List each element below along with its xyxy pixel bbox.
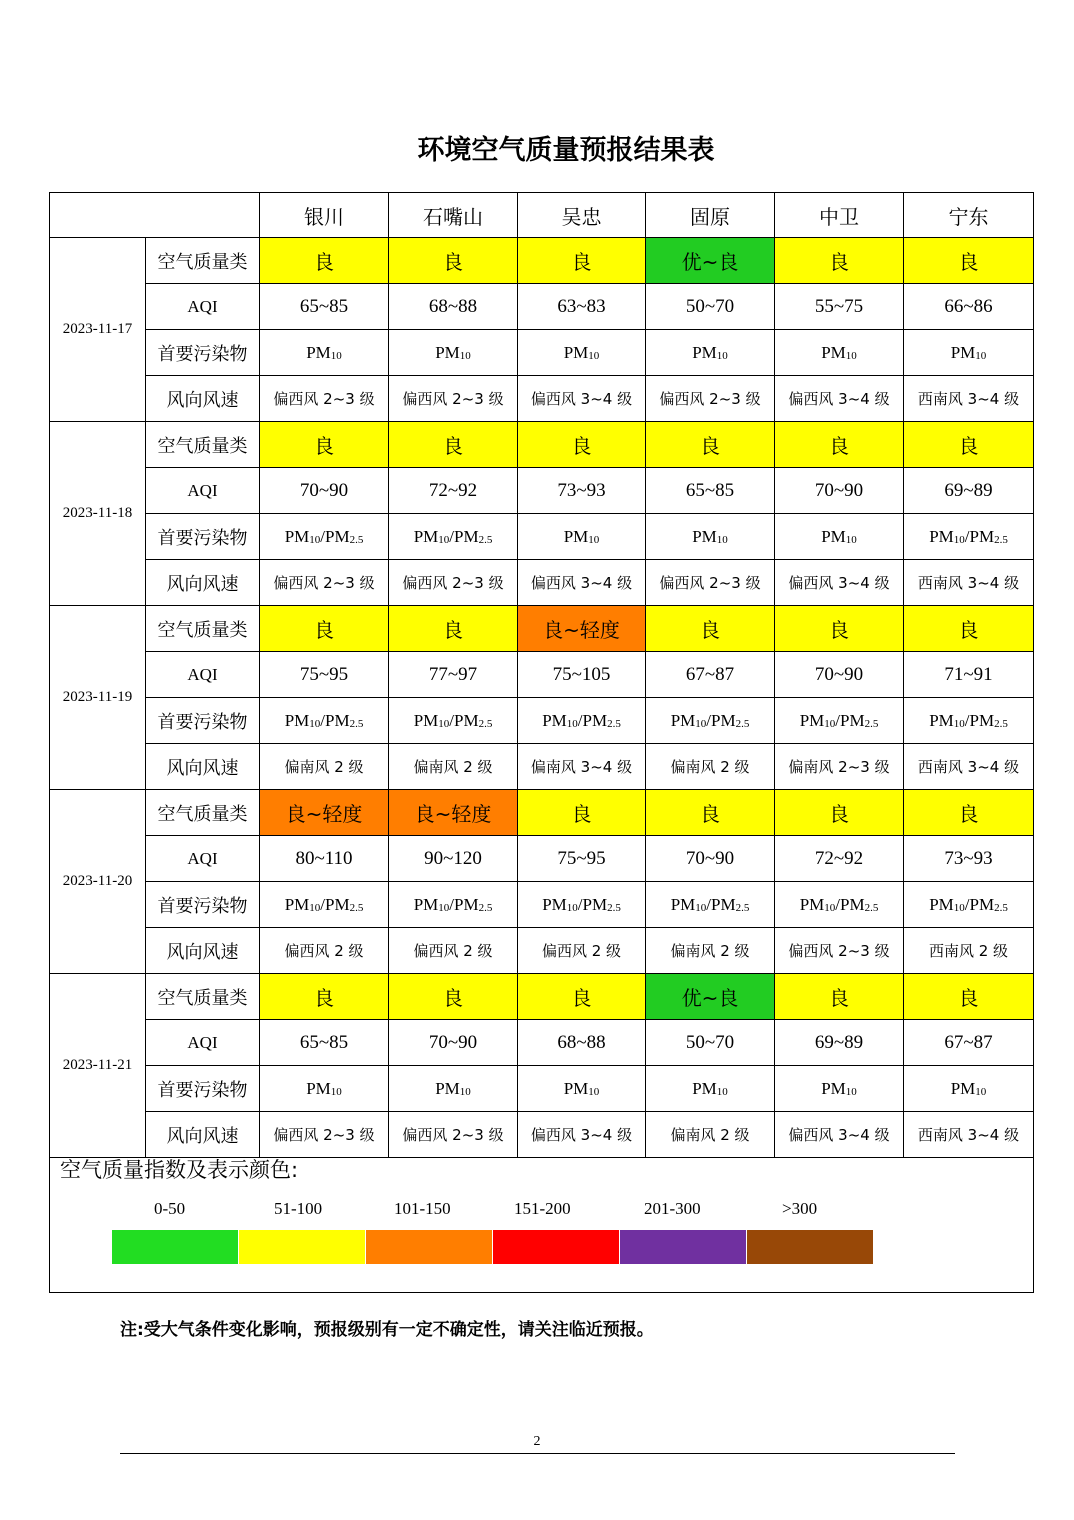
pollutant-name: PM xyxy=(542,894,567,914)
primary-pollutant xyxy=(389,1066,518,1112)
pollutant-subscript: 2.5 xyxy=(864,717,879,730)
legend-color-swatch xyxy=(112,1230,238,1264)
legend-color-swatch xyxy=(620,1230,746,1264)
air-quality-category: 良 xyxy=(518,790,646,836)
wind-forecast: 偏西风 2 级 xyxy=(518,928,646,974)
pollutant-subscript: 10 xyxy=(953,533,965,546)
air-quality-category: 良 xyxy=(775,422,904,468)
pollutant-name: /PM xyxy=(835,894,865,914)
pollutant-name: PM xyxy=(413,710,439,730)
primary-pollutant xyxy=(775,698,904,744)
pollutant-name: PM xyxy=(284,710,310,730)
city-header: 宁东 xyxy=(904,193,1034,238)
air-quality-category: 良 xyxy=(904,790,1034,836)
legend-title: 空气质量指数及表示颜色: xyxy=(60,1158,299,1182)
pollutant-subscript: 2.5 xyxy=(994,901,1008,914)
primary-pollutant xyxy=(775,514,904,560)
air-quality-category: 良 xyxy=(646,422,775,468)
forecast-table xyxy=(49,192,1034,1158)
wind-forecast: 偏西风 2~3 级 xyxy=(260,376,389,422)
pollutant-name: /PM xyxy=(577,894,608,914)
city-header: 银川 xyxy=(260,193,389,238)
pollutant-subscript: 10 xyxy=(566,901,578,914)
air-quality-category: 良 xyxy=(389,422,518,468)
pollutant-name: PM xyxy=(692,526,717,546)
aqi-value: 70~90 xyxy=(646,836,775,882)
table-row xyxy=(50,514,1034,560)
legend-range-label: 51-100 xyxy=(274,1199,323,1218)
table-row xyxy=(50,376,1034,422)
primary-pollutant xyxy=(389,882,518,928)
aqi-value: 77~97 xyxy=(389,652,518,698)
row-label-category: 空气质量类 xyxy=(146,606,260,652)
air-quality-category: 良 xyxy=(646,790,775,836)
aqi-value: 63~83 xyxy=(518,284,646,330)
table-row xyxy=(50,974,1034,1020)
primary-pollutant xyxy=(260,1066,389,1112)
row-label-pollutant: 首要污染物 xyxy=(146,882,260,928)
table-row xyxy=(50,284,1034,330)
aqi-value: 71~91 xyxy=(904,652,1034,698)
air-quality-category: 良~轻度 xyxy=(260,790,389,836)
pollutant-name: PM xyxy=(413,894,439,914)
wind-forecast: 偏西风 2 级 xyxy=(389,928,518,974)
aqi-value: 67~87 xyxy=(646,652,775,698)
aqi-value: 73~93 xyxy=(904,836,1034,882)
primary-pollutant xyxy=(904,882,1034,928)
date-cell: 2023-11-18 xyxy=(50,422,146,606)
pollutant-subscript: 10 xyxy=(438,717,450,730)
pollutant-name: PM xyxy=(284,526,310,546)
pollutant-subscript: 10 xyxy=(953,901,965,914)
primary-pollutant xyxy=(518,698,646,744)
pollutant-subscript: 2.5 xyxy=(994,533,1008,546)
primary-pollutant xyxy=(775,330,904,376)
pollutant-name: PM xyxy=(950,1078,976,1098)
pollutant-subscript: 2.5 xyxy=(349,901,364,914)
pollutant-subscript: 10 xyxy=(716,1085,728,1098)
pollutant-name: /PM xyxy=(320,526,350,546)
legend-range-label: 0-50 xyxy=(154,1199,186,1218)
air-quality-category: 优~良 xyxy=(646,238,775,284)
header-row xyxy=(50,193,1034,238)
pollutant-subscript: 2.5 xyxy=(607,901,621,914)
wind-forecast: 偏南风 2~3 级 xyxy=(775,744,904,790)
air-quality-category: 良 xyxy=(904,422,1034,468)
pollutant-subscript: 10 xyxy=(975,1085,987,1098)
pollutant-subscript: 10 xyxy=(716,533,728,546)
pollutant-name: /PM xyxy=(449,894,479,914)
pollutant-name: /PM xyxy=(835,710,865,730)
pollutant-name: PM xyxy=(670,710,696,730)
row-label-category: 空气质量类 xyxy=(146,238,260,284)
aqi-value: 68~88 xyxy=(389,284,518,330)
pollutant-name: PM xyxy=(542,710,567,730)
primary-pollutant xyxy=(646,514,775,560)
wind-forecast: 偏西风 3~4 级 xyxy=(775,1112,904,1158)
wind-forecast: 偏南风 3~4 级 xyxy=(518,744,646,790)
pollutant-subscript: 10 xyxy=(459,349,471,362)
table-row xyxy=(50,238,1034,284)
wind-forecast: 西南风 2 级 xyxy=(904,928,1034,974)
pollutant-name: PM xyxy=(563,1078,589,1098)
aqi-value: 68~88 xyxy=(518,1020,646,1066)
table-row xyxy=(50,1020,1034,1066)
primary-pollutant xyxy=(518,882,646,928)
air-quality-category: 良 xyxy=(260,606,389,652)
air-quality-category: 良 xyxy=(260,974,389,1020)
primary-pollutant xyxy=(260,882,389,928)
primary-pollutant xyxy=(518,1066,646,1112)
primary-pollutant xyxy=(260,698,389,744)
pollutant-name: PM xyxy=(821,1078,846,1098)
legend-color-swatch xyxy=(239,1230,365,1264)
air-quality-category: 良 xyxy=(389,974,518,1020)
row-label-category: 空气质量类 xyxy=(146,790,260,836)
pollutant-name: PM xyxy=(563,526,589,546)
wind-forecast: 偏西风 2~3 级 xyxy=(646,376,775,422)
table-row xyxy=(50,422,1034,468)
primary-pollutant xyxy=(389,514,518,560)
air-quality-category: 良 xyxy=(775,606,904,652)
row-label-pollutant: 首要污染物 xyxy=(146,698,260,744)
wind-forecast: 偏南风 2 级 xyxy=(646,1112,775,1158)
table-row xyxy=(50,744,1034,790)
row-label-aqi: AQI xyxy=(146,652,260,698)
pollutant-name: /PM xyxy=(964,710,995,730)
primary-pollutant xyxy=(646,1066,775,1112)
wind-forecast: 偏西风 2~3 级 xyxy=(260,1112,389,1158)
table-row xyxy=(50,882,1034,928)
legend-color-swatch xyxy=(366,1230,492,1264)
pollutant-subscript: 10 xyxy=(438,533,450,546)
legend-color-swatch xyxy=(747,1230,873,1264)
pollutant-subscript: 10 xyxy=(330,349,342,362)
pollutant-subscript: 10 xyxy=(953,717,965,730)
air-quality-category: 良 xyxy=(904,238,1034,284)
primary-pollutant xyxy=(904,698,1034,744)
air-quality-category: 良 xyxy=(904,974,1034,1020)
aqi-value: 65~85 xyxy=(646,468,775,514)
pollutant-name: PM xyxy=(799,710,825,730)
wind-forecast: 西南风 3~4 级 xyxy=(904,744,1034,790)
legend-range-label: 201-300 xyxy=(644,1199,701,1218)
pollutant-subscript: 10 xyxy=(330,1085,342,1098)
primary-pollutant xyxy=(646,882,775,928)
row-label-category: 空气质量类 xyxy=(146,974,260,1020)
pollutant-name: PM xyxy=(435,342,460,362)
primary-pollutant xyxy=(904,1066,1034,1112)
pollutant-name: /PM xyxy=(706,710,736,730)
pollutant-name: PM xyxy=(284,894,310,914)
aqi-value: 75~95 xyxy=(260,652,389,698)
aqi-value: 65~85 xyxy=(260,284,389,330)
aqi-value: 75~95 xyxy=(518,836,646,882)
footer-divider xyxy=(120,1453,955,1454)
row-label-aqi: AQI xyxy=(146,836,260,882)
air-quality-category: 良 xyxy=(646,606,775,652)
pollutant-subscript: 10 xyxy=(695,717,707,730)
air-quality-category: 良~轻度 xyxy=(518,606,646,652)
pollutant-subscript: 10 xyxy=(845,349,857,362)
pollutant-subscript: 10 xyxy=(845,533,857,546)
aqi-value: 90~120 xyxy=(389,836,518,882)
pollutant-name: /PM xyxy=(449,710,479,730)
date-cell: 2023-11-19 xyxy=(50,606,146,790)
row-label-aqi: AQI xyxy=(146,468,260,514)
pollutant-name: PM xyxy=(413,526,439,546)
table-row xyxy=(50,330,1034,376)
air-quality-category: 良 xyxy=(518,974,646,1020)
pollutant-subscript: 10 xyxy=(309,901,321,914)
pollutant-subscript: 2.5 xyxy=(478,901,493,914)
pollutant-subscript: 2.5 xyxy=(349,533,364,546)
city-header: 石嘴山 xyxy=(389,193,518,238)
air-quality-category: 良 xyxy=(904,606,1034,652)
primary-pollutant xyxy=(904,330,1034,376)
legend-range-label: >300 xyxy=(782,1199,818,1218)
pollutant-name: PM xyxy=(929,894,954,914)
pollutant-name: PM xyxy=(306,1078,331,1098)
pollutant-name: PM xyxy=(306,342,331,362)
aqi-value: 70~90 xyxy=(260,468,389,514)
primary-pollutant xyxy=(904,514,1034,560)
pollutant-subscript: 10 xyxy=(588,533,600,546)
pollutant-subscript: 2.5 xyxy=(864,901,879,914)
pollutant-name: PM xyxy=(692,1078,717,1098)
pollutant-name: PM xyxy=(799,894,825,914)
pollutant-name: /PM xyxy=(320,894,350,914)
aqi-value: 72~92 xyxy=(389,468,518,514)
wind-forecast: 偏西风 3~4 级 xyxy=(518,560,646,606)
pollutant-subscript: 2.5 xyxy=(735,901,750,914)
pollutant-subscript: 10 xyxy=(975,349,987,362)
date-cell: 2023-11-20 xyxy=(50,790,146,974)
air-quality-category: 良 xyxy=(260,238,389,284)
pollutant-name: /PM xyxy=(964,894,995,914)
pollutant-subscript: 2.5 xyxy=(607,717,621,730)
wind-forecast: 偏南风 2 级 xyxy=(646,744,775,790)
table-row xyxy=(50,468,1034,514)
pollutant-subscript: 10 xyxy=(309,533,321,546)
primary-pollutant xyxy=(646,698,775,744)
wind-forecast: 偏西风 3~4 级 xyxy=(775,560,904,606)
wind-forecast: 偏西风 2 级 xyxy=(260,928,389,974)
pollutant-subscript: 10 xyxy=(695,901,707,914)
pollutant-subscript: 10 xyxy=(588,1085,600,1098)
pollutant-subscript: 2.5 xyxy=(735,717,750,730)
corner-cell xyxy=(50,193,260,238)
wind-forecast: 西南风 3~4 级 xyxy=(904,1112,1034,1158)
pollutant-subscript: 2.5 xyxy=(994,717,1008,730)
legend-range-label: 151-200 xyxy=(514,1199,571,1218)
pollutant-name: PM xyxy=(435,1078,460,1098)
wind-forecast: 偏西风 2~3 级 xyxy=(646,560,775,606)
pollutant-subscript: 10 xyxy=(845,1085,857,1098)
city-header: 固原 xyxy=(646,193,775,238)
pollutant-name: PM xyxy=(929,710,954,730)
air-quality-category: 优~良 xyxy=(646,974,775,1020)
wind-forecast: 偏南风 2 级 xyxy=(260,744,389,790)
air-quality-category: 良 xyxy=(775,790,904,836)
aqi-value: 50~70 xyxy=(646,284,775,330)
pollutant-subscript: 10 xyxy=(716,349,728,362)
primary-pollutant xyxy=(646,330,775,376)
wind-forecast: 西南风 3~4 级 xyxy=(904,560,1034,606)
page-number: 2 xyxy=(533,1434,541,1449)
pollutant-name: PM xyxy=(929,526,954,546)
aqi-value: 66~86 xyxy=(904,284,1034,330)
pollutant-name: /PM xyxy=(577,710,608,730)
wind-forecast: 偏西风 3~4 级 xyxy=(518,376,646,422)
wind-forecast: 偏西风 3~4 级 xyxy=(775,376,904,422)
aqi-value: 72~92 xyxy=(775,836,904,882)
wind-forecast: 偏西风 2~3 级 xyxy=(775,928,904,974)
pollutant-name: PM xyxy=(670,894,696,914)
aqi-value: 65~85 xyxy=(260,1020,389,1066)
aqi-value: 55~75 xyxy=(775,284,904,330)
legend-box xyxy=(49,1142,1034,1293)
pollutant-subscript: 10 xyxy=(459,1085,471,1098)
air-quality-category: 良~轻度 xyxy=(389,790,518,836)
aqi-value: 67~87 xyxy=(904,1020,1034,1066)
aqi-value: 70~90 xyxy=(775,652,904,698)
aqi-value: 75~105 xyxy=(518,652,646,698)
primary-pollutant xyxy=(775,1066,904,1112)
pollutant-subscript: 10 xyxy=(309,717,321,730)
primary-pollutant xyxy=(775,882,904,928)
table-row xyxy=(50,1066,1034,1112)
aqi-value: 50~70 xyxy=(646,1020,775,1066)
table-row xyxy=(50,698,1034,744)
wind-forecast: 偏西风 2~3 级 xyxy=(389,1112,518,1158)
legend-color-swatch xyxy=(493,1230,619,1264)
date-cell: 2023-11-21 xyxy=(50,974,146,1158)
primary-pollutant xyxy=(389,330,518,376)
pollutant-name: /PM xyxy=(706,894,736,914)
pollutant-name: PM xyxy=(821,526,846,546)
air-quality-category: 良 xyxy=(518,238,646,284)
pollutant-name: PM xyxy=(821,342,846,362)
row-label-wind: 风向风速 xyxy=(146,560,260,606)
pollutant-subscript: 2.5 xyxy=(478,717,493,730)
aqi-value: 69~89 xyxy=(775,1020,904,1066)
row-label-category: 空气质量类 xyxy=(146,422,260,468)
table-row xyxy=(50,790,1034,836)
city-header: 中卫 xyxy=(775,193,904,238)
city-header: 吴忠 xyxy=(518,193,646,238)
row-label-wind: 风向风速 xyxy=(146,376,260,422)
pollutant-name: PM xyxy=(950,342,976,362)
row-label-wind: 风向风速 xyxy=(146,744,260,790)
pollutant-name: PM xyxy=(563,342,589,362)
table-row xyxy=(50,836,1034,882)
row-label-wind: 风向风速 xyxy=(146,928,260,974)
primary-pollutant xyxy=(260,514,389,560)
air-quality-category: 良 xyxy=(260,422,389,468)
pollutant-name: /PM xyxy=(320,710,350,730)
primary-pollutant xyxy=(260,330,389,376)
wind-forecast: 偏南风 2 级 xyxy=(389,744,518,790)
primary-pollutant xyxy=(518,330,646,376)
pollutant-subscript: 10 xyxy=(566,717,578,730)
air-quality-category: 良 xyxy=(518,422,646,468)
wind-forecast: 偏西风 2~3 级 xyxy=(389,560,518,606)
aqi-value: 70~90 xyxy=(389,1020,518,1066)
row-label-pollutant: 首要污染物 xyxy=(146,514,260,560)
footnote: 注:受大气条件变化影响，预报级别有一定不确定性，请关注临近预报。 xyxy=(120,1320,654,1340)
wind-forecast: 偏西风 3~4 级 xyxy=(518,1112,646,1158)
air-quality-category: 良 xyxy=(775,974,904,1020)
wind-forecast: 偏南风 2 级 xyxy=(646,928,775,974)
pollutant-name: PM xyxy=(692,342,717,362)
table-row xyxy=(50,652,1034,698)
row-label-aqi: AQI xyxy=(146,1020,260,1066)
primary-pollutant xyxy=(389,698,518,744)
table-row xyxy=(50,606,1034,652)
wind-forecast: 偏西风 2~3 级 xyxy=(260,560,389,606)
aqi-value: 73~93 xyxy=(518,468,646,514)
aqi-value: 80~110 xyxy=(260,836,389,882)
pollutant-subscript: 10 xyxy=(824,901,836,914)
pollutant-subscript: 10 xyxy=(824,717,836,730)
pollutant-name: /PM xyxy=(449,526,479,546)
pollutant-subscript: 2.5 xyxy=(349,717,364,730)
primary-pollutant xyxy=(518,514,646,560)
table-row xyxy=(50,560,1034,606)
table-row xyxy=(50,928,1034,974)
aqi-value: 70~90 xyxy=(775,468,904,514)
air-quality-category: 良 xyxy=(389,238,518,284)
pollutant-subscript: 10 xyxy=(438,901,450,914)
air-quality-category: 良 xyxy=(389,606,518,652)
pollutant-subscript: 2.5 xyxy=(478,533,493,546)
legend-range-label: 101-150 xyxy=(394,1199,451,1218)
date-cell: 2023-11-17 xyxy=(50,238,146,422)
wind-forecast: 西南风 3~4 级 xyxy=(904,376,1034,422)
pollutant-name: /PM xyxy=(964,526,995,546)
wind-forecast: 偏西风 2~3 级 xyxy=(389,376,518,422)
pollutant-subscript: 10 xyxy=(588,349,600,362)
row-label-pollutant: 首要污染物 xyxy=(146,1066,260,1112)
air-quality-category: 良 xyxy=(775,238,904,284)
row-label-aqi: AQI xyxy=(146,284,260,330)
row-label-pollutant: 首要污染物 xyxy=(146,330,260,376)
page-title: 环境空气质量预报结果表 xyxy=(417,135,715,166)
aqi-value: 69~89 xyxy=(904,468,1034,514)
row-label-wind: 风向风速 xyxy=(146,1112,260,1158)
